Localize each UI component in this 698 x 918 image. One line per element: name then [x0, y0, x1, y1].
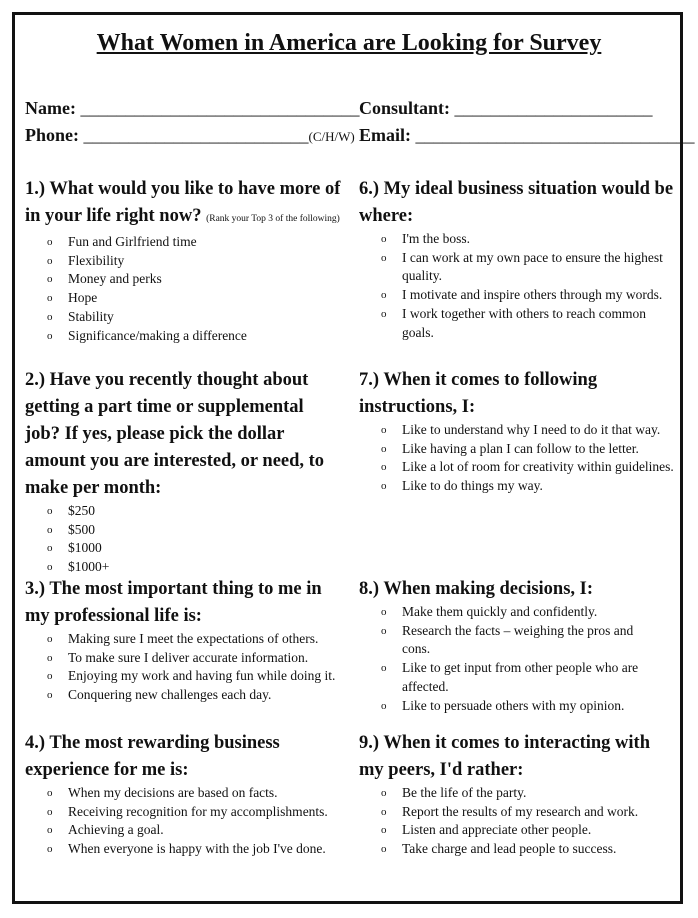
question-6 — [359, 176, 679, 342]
question-heading-line: my professional life is: — [25, 606, 202, 626]
option-item[interactable]: o I motivate and inspire others through my words. — [359, 286, 674, 305]
bullet-icon: o — [47, 329, 53, 342]
email-label: Email: — [359, 125, 411, 145]
bullet-icon: o — [47, 633, 53, 645]
bullet-icon: o — [47, 805, 53, 818]
question-1 — [25, 176, 340, 345]
bullet-icon: o — [381, 662, 387, 675]
question-8 — [359, 576, 679, 715]
bullet-icon: o — [381, 699, 387, 712]
option-item[interactable]: o I'm the boss. — [359, 230, 674, 249]
question-heading-line: 8.) When making decisions, I: — [359, 579, 594, 599]
question-8-heading — [359, 576, 679, 603]
question-heading-line: 4.) The most rewarding business — [25, 733, 280, 753]
bullet-icon: o — [47, 651, 53, 664]
question-7 — [359, 367, 679, 496]
question-8-options — [359, 603, 659, 715]
option-item[interactable]: o $500 — [25, 521, 324, 540]
phone-line[interactable]: _________________________ — [83, 125, 309, 145]
question-heading-line: getting a part time or supplemental — [25, 397, 304, 417]
question-heading-line: where: — [359, 206, 414, 226]
question-heading-line: in your life right now? (Rank your Top 3 of the following) — [25, 206, 340, 226]
option-item[interactable]: o Like to understand why I need to do it that way. — [359, 421, 679, 440]
bullet-icon: o — [47, 561, 53, 574]
option-item[interactable]: o Hope — [25, 289, 340, 308]
option-item[interactable]: o Fun and Girlfriend time — [25, 233, 340, 252]
question-heading-line: 6.) My ideal business situation would be — [359, 179, 674, 199]
bullet-icon: o — [381, 289, 387, 302]
option-item[interactable]: o I can work at my own pace to ensure the highest quality. — [381, 249, 663, 284]
option-item[interactable]: o Conquering new challenges each day. — [25, 686, 335, 705]
bullet-icon: o — [47, 236, 53, 248]
option-item[interactable]: o When my decisions are based on facts. — [25, 784, 328, 803]
bullet-icon: o — [381, 805, 387, 818]
option-item[interactable]: o Stability — [25, 308, 340, 327]
option-item[interactable]: o Like to get input from other people who are affected. — [381, 660, 639, 694]
option-item[interactable]: o Like a lot of room for creativity within guidelines. — [359, 458, 679, 477]
question-1-heading — [25, 176, 340, 233]
bullet-icon: o — [381, 424, 387, 436]
bullet-icon: o — [47, 542, 53, 555]
question-2 — [25, 367, 324, 577]
option-item[interactable]: o To make sure I deliver accurate information. — [25, 649, 335, 668]
option-item[interactable]: o Making sure I meet the expectations of others. — [25, 630, 335, 649]
option-item[interactable]: o Like having a plan I can follow to the letter. — [359, 440, 679, 459]
bullet-icon: o — [47, 292, 53, 305]
question-2-heading — [25, 367, 324, 502]
question-9-options — [359, 784, 679, 859]
phone-label: Phone: — [25, 125, 79, 145]
question-1-options — [25, 233, 340, 345]
question-heading-line: 2.) Have you recently thought about — [25, 370, 309, 390]
question-heading-line: amount you are interested, or need, to — [25, 451, 325, 471]
rank-note: (Rank your Top 3 of the following) — [206, 214, 340, 224]
bullet-icon: o — [47, 254, 53, 267]
bullet-icon: o — [381, 824, 387, 837]
question-heading-line: job? If yes, please pick the dollar — [25, 424, 285, 444]
option-item[interactable]: o Enjoying my work and having fun while doing it. — [25, 667, 335, 686]
question-4-heading — [25, 730, 328, 784]
option-item[interactable]: o I work together with others to reach common goals. — [381, 305, 647, 340]
question-7-options — [359, 421, 679, 496]
bullet-icon: o — [381, 843, 387, 856]
bullet-icon: o — [381, 480, 387, 493]
option-item[interactable]: o Report the results of my research and work. — [359, 803, 679, 822]
name-label: Name: — [25, 98, 76, 118]
question-3-heading — [25, 576, 335, 630]
bullet-icon: o — [47, 843, 53, 856]
option-item[interactable]: o Receiving recognition for my accomplishments. — [25, 803, 328, 822]
bullet-icon: o — [381, 251, 387, 264]
option-item[interactable]: o Achieving a goal. — [25, 821, 328, 840]
consultant-field[interactable] — [359, 98, 653, 119]
option-item[interactable]: o Make them quickly and confidently. — [359, 603, 659, 622]
question-heading-line: 1.) What would you like to have more of — [25, 179, 341, 199]
name-field[interactable] — [25, 98, 359, 119]
option-item[interactable]: o Significance/making a difference — [25, 327, 340, 346]
question-heading-line: 9.) When it comes to interacting with — [359, 733, 650, 753]
question-3-options — [25, 630, 335, 705]
question-2-options — [25, 502, 324, 577]
bullet-icon: o — [381, 307, 387, 320]
consultant-line[interactable]: ______________________ — [454, 98, 653, 118]
option-item[interactable]: o Research the facts – weighing the pros and cons. — [381, 622, 634, 657]
option-item[interactable]: o Like to persuade others with my opinion. — [359, 697, 659, 716]
bullet-icon: o — [47, 505, 53, 517]
question-9-heading — [359, 730, 679, 784]
option-item[interactable]: o When everyone is happy with the job I've done. — [25, 840, 328, 859]
bullet-icon: o — [47, 273, 53, 286]
consultant-label: Consultant: — [359, 98, 451, 118]
name-line[interactable]: _______________________________ — [80, 98, 360, 118]
question-heading-line: my peers, I'd rather: — [359, 760, 524, 780]
bullet-icon: o — [47, 824, 53, 837]
bullet-icon: o — [47, 670, 53, 683]
question-6-heading — [359, 176, 679, 230]
email-line[interactable]: _______________________________ — [415, 125, 695, 145]
bullet-icon: o — [47, 787, 53, 799]
option-item[interactable]: o Take charge and lead people to success. — [359, 840, 679, 859]
survey-title: What Women in America are Looking for Survey — [96, 30, 602, 56]
bullet-icon: o — [381, 606, 387, 618]
option-item[interactable]: o Flexibility — [25, 252, 340, 271]
question-heading-line: 7.) When it comes to following — [359, 370, 598, 390]
bullet-icon: o — [381, 787, 387, 799]
question-heading-line: make per month: — [25, 478, 162, 498]
question-7-heading — [359, 367, 679, 421]
option-item[interactable]: o $250 — [25, 502, 324, 521]
bullet-icon: o — [47, 523, 53, 536]
question-3 — [25, 576, 335, 705]
option-item[interactable]: o Be the life of the party. — [359, 784, 679, 803]
bullet-icon: o — [381, 442, 387, 455]
bullet-icon: o — [47, 689, 53, 702]
email-field[interactable] — [359, 125, 695, 146]
question-9 — [359, 730, 679, 859]
question-heading-line: experience for me is: — [25, 760, 189, 780]
question-heading-line: instructions, I: — [359, 397, 476, 417]
bullet-icon: o — [381, 461, 387, 474]
option-item[interactable]: o Listen and appreciate other people. — [359, 821, 679, 840]
option-item[interactable]: o $1000+ — [25, 558, 324, 577]
question-heading-line: 3.) The most important thing to me in — [25, 579, 322, 599]
bullet-icon: o — [47, 310, 53, 323]
option-item[interactable]: o Money and perks — [25, 270, 340, 289]
bullet-icon: o — [381, 233, 387, 245]
question-4-options — [25, 784, 328, 859]
question-6-options — [359, 230, 674, 342]
bullet-icon: o — [381, 624, 387, 637]
option-item[interactable]: o $1000 — [25, 539, 324, 558]
phone-field[interactable] — [25, 125, 355, 146]
phone-type-suffix: (C/H/W) — [308, 129, 355, 144]
option-item[interactable]: o Like to do things my way. — [359, 477, 679, 496]
question-4 — [25, 730, 328, 859]
